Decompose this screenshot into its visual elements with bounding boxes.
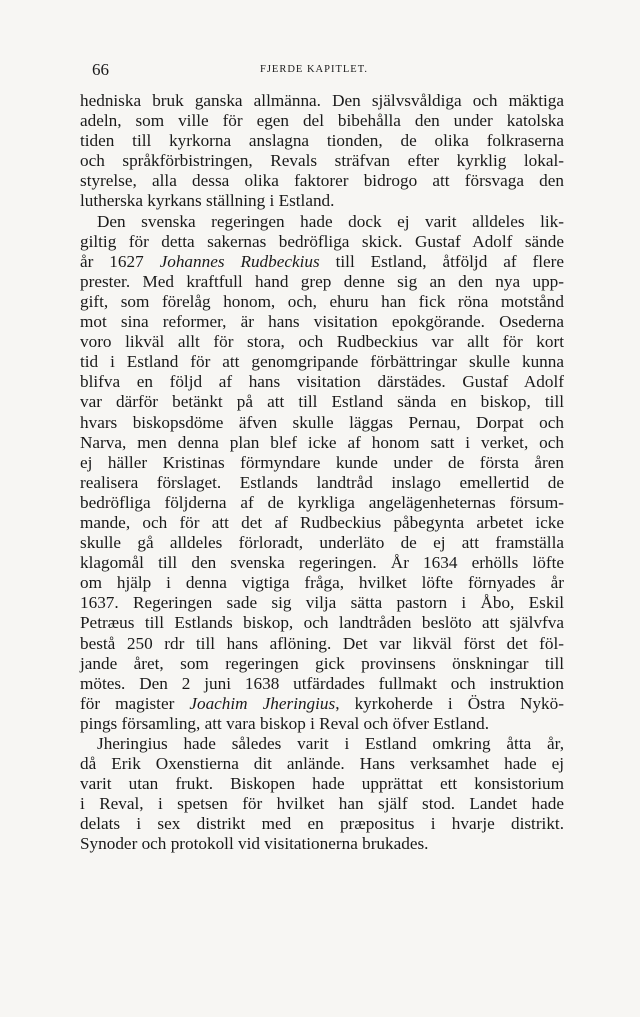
text-line: tid i Estland för att genomgripande förbättringar skulle kunna bbox=[80, 352, 564, 372]
text-line: i Reval, i spetsen för hvilket han själf stod. Landet hade bbox=[80, 794, 564, 814]
text-line: Narva, men denna plan blef icke af honom satt i verket, och bbox=[80, 432, 564, 452]
running-head: FJERDE KAPITLET. bbox=[260, 64, 368, 75]
text-fragment: , kyrkoherde i Östra Nykö- bbox=[335, 693, 564, 713]
text-line: realisera förslaget. Estlands landtråd inslago emellertid de bbox=[80, 472, 564, 492]
text-line-with-italic bbox=[80, 694, 564, 714]
text-line: adeln, som ville för egen del bibehålla den under katolska bbox=[80, 111, 564, 131]
text-line: mötes. Den 2 juni 1638 utfärdades fullmakt och instruktion bbox=[80, 673, 564, 693]
italic-name-jheringius: Joachim Jheringius bbox=[189, 693, 336, 713]
body-text bbox=[80, 91, 564, 855]
text-line-with-italic bbox=[80, 252, 564, 272]
text-line: då Erik Oxenstierna dit anlände. Hans verksamhet hade ej bbox=[80, 754, 564, 774]
text-line: mande, och för att det af Rudbeckius påbegynta arbetet icke bbox=[80, 512, 564, 532]
text-line: om hjälp i denna vigtiga fråga, hvilket löfte förnyades år bbox=[80, 573, 564, 593]
text-line: styrelse, alla dessa olika faktorer bidrogo att försvaga den bbox=[80, 171, 564, 191]
text-line: lutherska kyrkans ställning i Estland. bbox=[80, 191, 335, 211]
text-line: jande året, som regeringen gick provinsens önskningar till bbox=[80, 653, 564, 673]
text-line: varit utan frukt. Biskopen hade upprättat ett konsistorium bbox=[80, 774, 564, 794]
text-line: bestå 250 rdr till hans aflöning. Det var likväl först det föl- bbox=[80, 633, 564, 653]
text-line: ej häller Kristinas förmyndare kunde under de första åren bbox=[80, 452, 564, 472]
text-line: och språkförbistringen, Revals sträfvan efter kyrklig lokal- bbox=[80, 151, 564, 171]
text-line: giltig för detta sakernas bedröfliga skick. Gustaf Adolf sände bbox=[80, 231, 564, 251]
text-fragment: för magister bbox=[80, 693, 190, 713]
text-line: Petræus till Estlands biskop, och landtråden beslöto att självfva bbox=[80, 613, 564, 633]
text-line: bedröfliga följderna af de kyrkliga angelägenheternas försum- bbox=[80, 492, 564, 512]
text-line: hedniska bruk ganska allmänna. Den självsvåldiga och mäktiga bbox=[80, 91, 564, 110]
text-line: hvars biskopsdöme äfven skulle läggas Pernau, Dorpat och bbox=[80, 412, 564, 432]
text-fragment: år 1627 bbox=[80, 251, 160, 271]
text-line: tiden till kyrkorna anslagna tionden, de olika folkraserna bbox=[80, 131, 564, 151]
text-line: pings församling, att vara biskop i Reval och öfver Estland. bbox=[80, 713, 490, 733]
text-fragment: till Estland, åtföljd af flere bbox=[319, 251, 565, 271]
text-line: blifva en följd af hans visitation därstädes. Gustaf Adolf bbox=[80, 372, 564, 392]
text-line: var därför betänkt på att till Estland sända en biskop, till bbox=[80, 392, 564, 412]
text-line: voro likväl allt för stora, och Rudbeckius var allt för kort bbox=[80, 332, 564, 352]
text-line: skulle gå alldeles förloradt, underläto de ej att framställa bbox=[80, 533, 564, 553]
text-line: prester. Med kraftfull hand grep denne sig an den nya upp- bbox=[80, 271, 564, 291]
text-line: mot sina reformer, är hans visitation epokgörande. Osederna bbox=[80, 312, 564, 332]
text-line: gift, som förelåg honom, och, ehuru han fick röna motstånd bbox=[80, 291, 564, 311]
text-line: klagomål till den svenska regeringen. År 1634 erhölls löfte bbox=[80, 553, 564, 573]
page-number: 66 bbox=[92, 60, 109, 79]
page-header bbox=[92, 60, 560, 84]
text-line: Den svenska regeringen hade dock ej varit alldeles lik- bbox=[97, 211, 564, 231]
italic-name-rudbeckius: Johannes Rudbeckius bbox=[159, 251, 320, 271]
text-line: Synoder och protokoll vid visitationerna brukades. bbox=[80, 834, 429, 854]
text-line: Jheringius hade således varit i Estland omkring åtta år, bbox=[97, 734, 564, 753]
text-line: 1637. Regeringen sade sig vilja sätta pastorn i Åbo, Eskil bbox=[80, 593, 564, 613]
text-line: delats i sex distrikt med en præpositus i hvarje distrikt. bbox=[80, 814, 564, 834]
